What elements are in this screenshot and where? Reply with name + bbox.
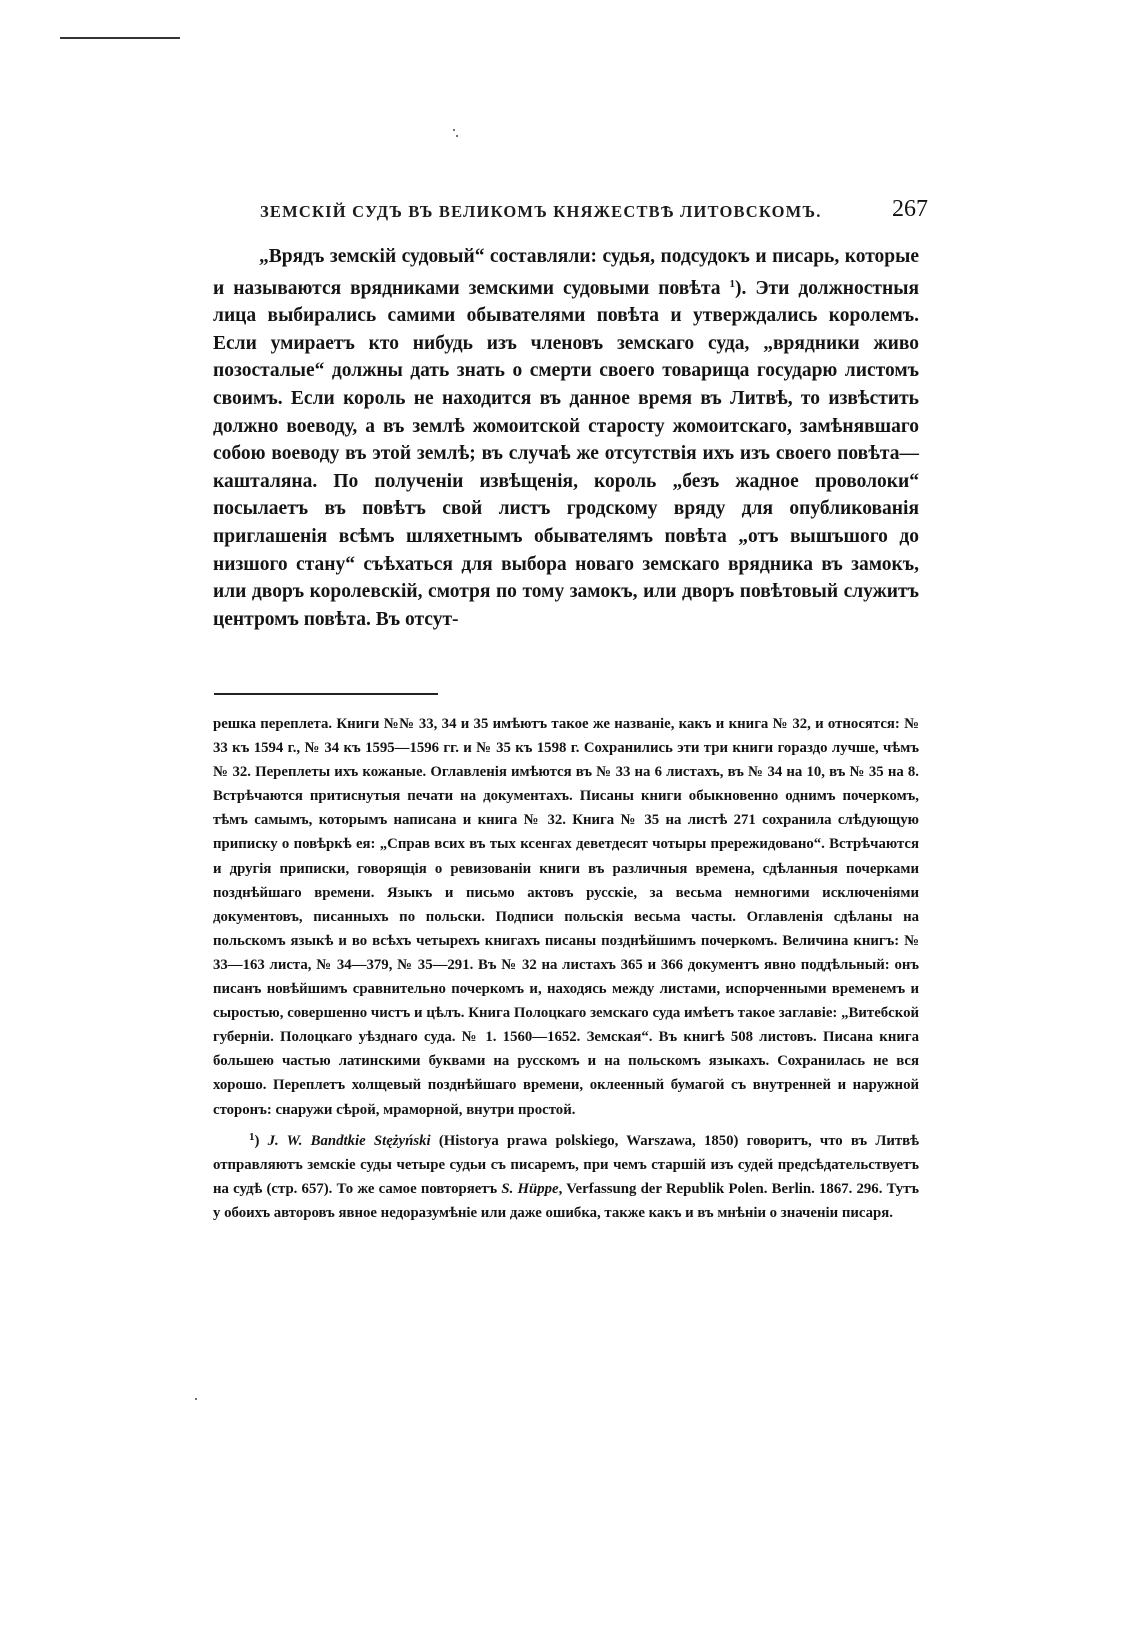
body-text-part2: ). Эти должностныя лица выбирались самими обывателями повѣта и утверждались королемъ. Если умираетъ кто нибудь изъ членовъ земскаго суда, „врядники живо позосталые“ должны дать знать о смерти своего товарища государю листомъ своимъ. Если король не находится въ данное время въ Литвѣ, то извѣстить должно воеводу, а въ землѣ жомоитской старосту жомоитскаго, замѣнявшаго собою воеводу въ этой землѣ; въ случаѣ же отсутствія ихъ изъ своего повѣта—кашталяна. По полученіи извѣщенія, король „безъ жадное проволоки“ посылаетъ въ повѣтъ свой листъ гродскому вряду для опубликованія приглашенія всѣмъ шляхетнымъ обывателямъ повѣта „отъ вышъшого до низшого стану“ съѣхаться для выбора новаго земскаго врядника въ замокъ, или дворъ королевскій, смотря по тому замокъ, или дворъ повѣтовый служитъ центромъ повѣта. Въ отсут- <box>213 277 919 630</box>
page-number: 267 <box>892 196 928 222</box>
footnote-separator <box>214 693 438 695</box>
notes-section <box>213 712 919 1225</box>
footnote-paren: ) <box>254 1132 260 1149</box>
running-title: ЗЕМСКІЙ СУДЪ ВЪ ВЕЛИКОМЪ КНЯЖЕСТВѢ ЛИТОВСКОМЪ. <box>260 202 822 221</box>
speck-mark <box>456 135 458 137</box>
body-paragraph <box>213 243 919 633</box>
page-header <box>260 196 928 226</box>
footnote-mark: 1 <box>249 1130 255 1143</box>
note-continuation: решка переплета. Книги №№ 33, 34 и 35 имѣютъ такое же названіе, какъ и книга № 32, и относятся: № 33 къ 1594 г., № 34 къ 1595—1596 гг. и № 35 къ 1598 г. Сохранились эти три книги гораздо лучше, чѣмъ № 32. Переплеты ихъ кожаные. Оглавленія имѣются въ № 33 на 6 листахъ, въ № 34 на 10, въ № 35 на 8. Встрѣчаются притиснутыя печати на документахъ. Писаны книги обыкновенно однимъ почеркомъ, тѣмъ самымъ, которымъ написана и книга № 32. Книга № 35 на листѣ 271 сохранила слѣдующую приписку о повѣркѣ ея: „Справ всих въ тых ксенгах деветдесят чотыры прережидовано“. Встрѣчаются и другія приписки, говорящія о ревизованіи книги въ различныя времена, сдѣланныя почерками позднѣйшаго времени. Языкъ и письмо актовъ русскіе, за весьма немногими исключеніями документовъ, писанныхъ по польски. Подписи польскія весьма часты. Оглавленія сдѣланы на польскомъ языкѣ и во всѣхъ четырехъ книгахъ писаны позднѣйшимъ почеркомъ. Величина книгъ: № 33—163 листа, № 34—379, № 35—291. Въ № 32 на листахъ 365 и 366 документъ явно поддѣльный: онъ писанъ новѣйшимъ сравнительно почеркомъ и, находясь между листами, испорченными временемъ и сыростью, совершенно чистъ и цѣлъ. Книга Полоцкаго земскаго суда имѣетъ такое заглавіе: „Витебской губерніи. Полоцкаго уѣзднаго суда. № 1. 1560—1652. Земская“. Въ книгѣ 508 листовъ. Писана книга большею частью латинскими буквами на русскомъ и на польскомъ языкахъ. Сохранилась не вся хорошо. Переплетъ холщевый позднѣйшаго времени, оклеенный бумагой съ внутренней и наружной сторонъ: снаружи сѣрой, мраморной, внутри простой. <box>213 716 919 1118</box>
body-text-part1: „Врядъ земскій судовый“ составляли: судья, подсудокъ и писарь, которые и называются врядниками земскими судовыми повѣта <box>213 246 919 299</box>
footnote-author-1: J. W. Bandtkie Stężyński <box>267 1132 431 1149</box>
top-margin-rule <box>60 37 180 39</box>
footnote-author-2: S. Hüppe <box>501 1180 559 1197</box>
footnote-text-1: (Historya prawa polskiego, Warszawa, 1850) говоритъ, что въ Литвѣ отправляютъ земскіе суды четыре судьи съ писаремъ, при чемъ старшій изъ судей предсѣдательствуетъ на судѣ (стр. 657). То же самое повторяетъ <box>213 1132 920 1197</box>
footnote-reference: 1 <box>729 277 735 290</box>
speck-mark <box>453 129 455 131</box>
speck-mark <box>195 1398 197 1400</box>
footnote-text-2: , Verfassung der Republik Polen. Berlin. 1867. 296. Тутъ у обоихъ авторовъ явное недоразумѣніе или даже ошибка, также какъ и въ мнѣніи о значеніи писаря. <box>213 1180 920 1221</box>
footnote-1 <box>213 1125 919 1225</box>
